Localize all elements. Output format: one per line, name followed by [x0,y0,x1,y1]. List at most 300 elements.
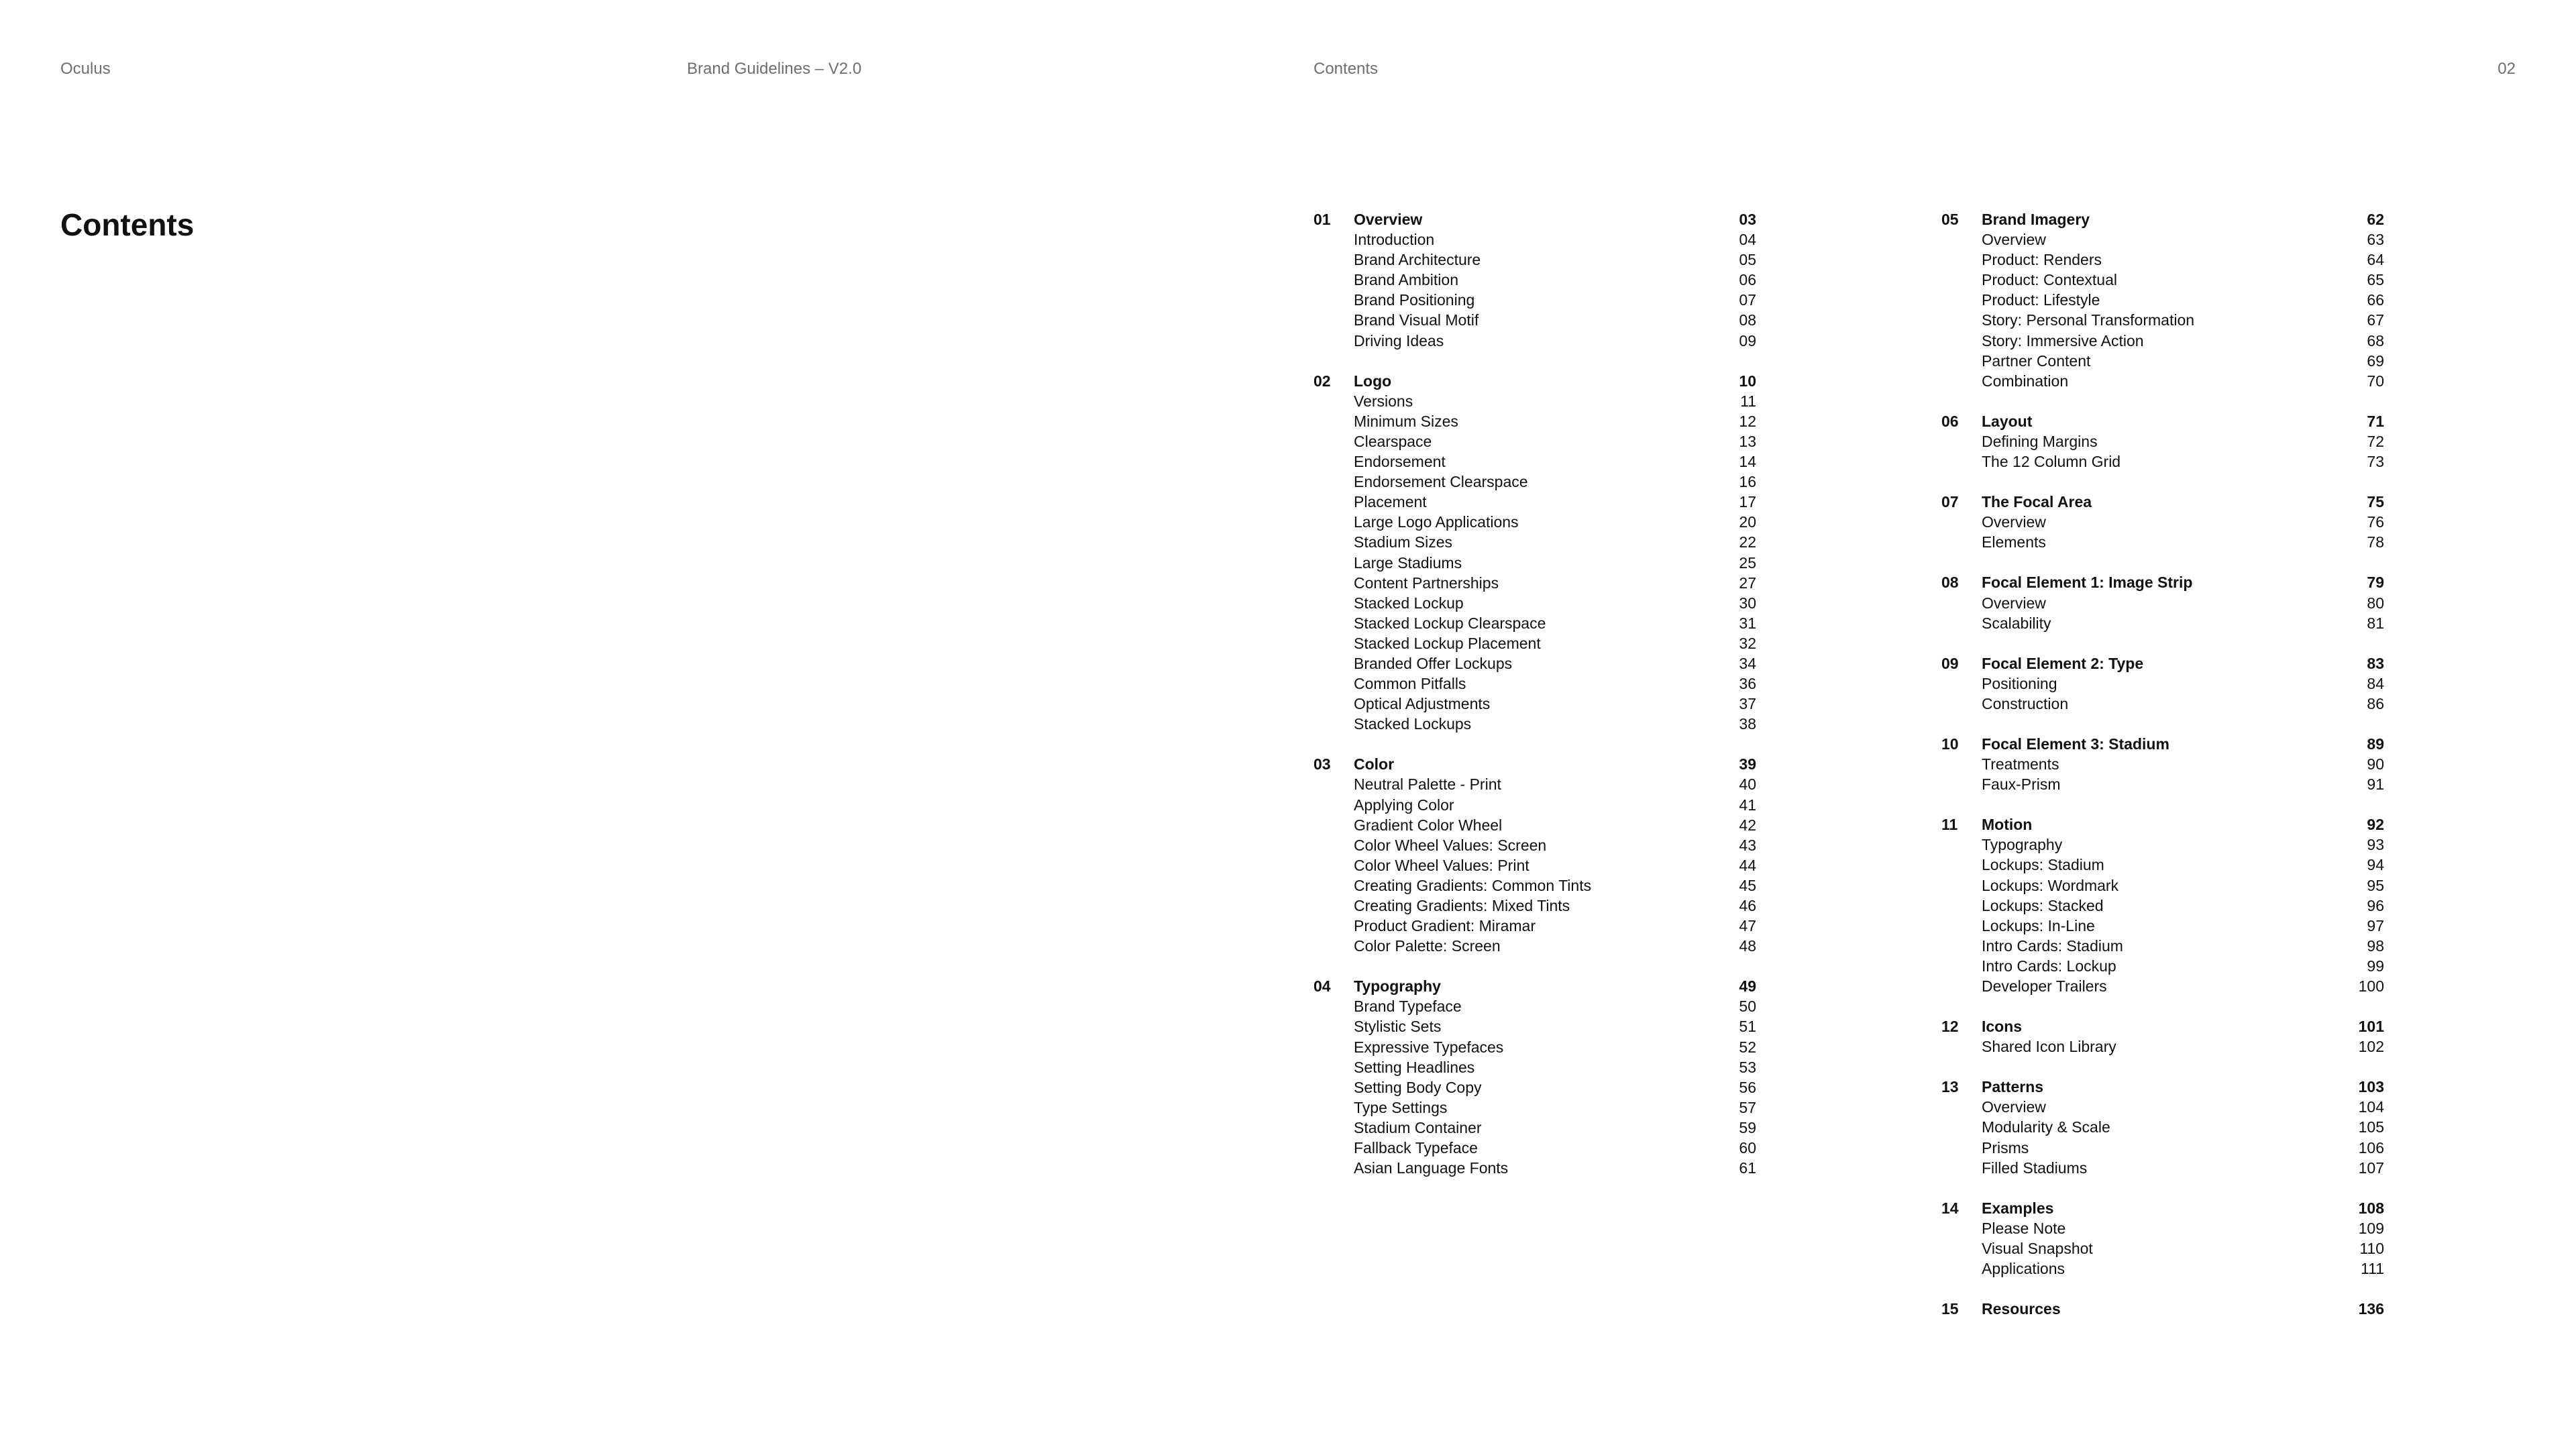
toc-section-heading[interactable] [1313,976,1756,996]
toc-entry[interactable] [1313,855,1756,875]
toc-column-right [1941,209,2384,1339]
toc-entry-page: 17 [1739,493,1756,511]
toc-entry-label: Color Wheel Values: Print [1354,856,1529,874]
toc-section-number: 03 [1313,755,1331,773]
toc-section-page: 83 [2367,654,2384,672]
toc-section-heading[interactable] [1941,411,2384,431]
toc-section-page: 10 [1739,372,1756,390]
toc-section-heading[interactable] [1313,209,1756,229]
toc-entry[interactable] [1941,371,2384,391]
toc-entry-label: Elements [1982,533,2046,551]
document-title: Brand Guidelines – V2.0 [687,60,862,78]
toc-entry-page: 73 [2367,453,2384,471]
toc-section-title: Focal Element 3: Stadium [1982,735,2169,753]
toc-entry-indent [1941,1138,1982,1158]
toc-entry-page: 64 [2367,251,2384,269]
toc-entry-indent [1313,411,1354,431]
toc-section-number: 10 [1941,735,1959,753]
toc-section-number: 13 [1941,1078,1959,1096]
toc-section-heading[interactable] [1941,814,2384,835]
toc-entry[interactable] [1313,532,1756,552]
toc-section-heading[interactable] [1941,1198,2384,1218]
toc-entry-page: 110 [2359,1239,2384,1257]
toc-entry-page: 34 [1739,654,1756,672]
toc-section-heading[interactable] [1941,1077,2384,1097]
toc-entry[interactable] [1313,714,1756,734]
toc-entry-page: 86 [2367,694,2384,712]
toc-entry-label: Applications [1982,1260,2065,1278]
toc-entry[interactable] [1313,431,1756,451]
toc-section-title: Logo [1354,372,1392,390]
toc-entry-page: 90 [2367,755,2384,773]
toc-entry[interactable] [1313,290,1756,310]
toc-entry-indent [1313,1037,1354,1057]
toc-section-title: Icons [1982,1018,2023,1036]
toc-section-heading[interactable] [1941,1299,2384,1319]
toc-entry-page: 84 [2367,674,2384,692]
toc-entry-page: 06 [1739,271,1756,289]
toc-section [1941,734,2384,794]
toc-entry-label: Minimum Sizes [1354,412,1458,430]
toc-entry[interactable] [1313,512,1756,532]
toc-entry-page: 41 [1739,796,1756,814]
toc-entry-label: Overview [1982,594,2046,612]
toc-entry-page: 66 [2367,291,2384,309]
toc-entry-indent [1941,1258,1982,1279]
toc-entry-indent [1941,1158,1982,1178]
toc-section-title: Overview [1354,211,1423,228]
toc-entry-label: Stacked Lockup Placement [1354,634,1541,652]
toc-entry-indent [1941,351,1982,371]
toc-entry-indent [1313,1138,1354,1158]
toc-entry-label: Neutral Palette - Print [1354,775,1501,794]
toc-entry[interactable] [1313,1016,1756,1036]
toc-entry[interactable] [1941,976,2384,996]
toc-entry-label: Stacked Lockup Clearspace [1354,614,1546,632]
toc-entry[interactable] [1941,613,2384,633]
toc-entry[interactable] [1941,875,2384,896]
toc-entry-indent [1313,1097,1354,1118]
toc-entry-indent [1941,229,1982,250]
toc-entry-label: Stadium Sizes [1354,533,1453,551]
toc-entry-label: Introduction [1354,231,1435,249]
toc-entry[interactable] [1313,815,1756,835]
toc-entry[interactable] [1313,1077,1756,1097]
toc-entry-label: Brand Ambition [1354,271,1458,289]
toc-entry-label: Clearspace [1354,432,1432,450]
toc-section-heading[interactable] [1941,653,2384,674]
toc-entry-page: 106 [2358,1138,2384,1157]
toc-entry[interactable] [1941,250,2384,270]
toc-entry[interactable] [1313,774,1756,794]
toc-entry-page: 16 [1739,473,1756,491]
toc-entry[interactable] [1941,451,2384,472]
toc-section-page: 49 [1739,977,1756,996]
toc-entry-indent [1941,290,1982,310]
toc-entry-label: Lockups: In-Line [1982,916,2095,934]
toc-entry[interactable] [1313,472,1756,492]
toc-section-page: 89 [2367,735,2384,753]
toc-entry-label: Product: Contextual [1982,271,2118,289]
toc-entry-label: Partner Content [1982,352,2091,370]
toc-entry[interactable] [1941,1158,2384,1178]
toc-entry[interactable] [1941,1097,2384,1117]
toc-entry-indent [1313,532,1354,552]
toc-entry[interactable] [1313,1118,1756,1138]
toc-entry-label: The 12 Column Grid [1982,453,2121,471]
toc-entry[interactable] [1313,593,1756,613]
toc-entry-indent [1941,331,1982,351]
toc-entry-indent [1313,1077,1354,1097]
toc-section-number: 08 [1941,574,1959,592]
toc-section-page: 39 [1739,755,1756,773]
toc-section [1941,1198,2384,1279]
toc-entry[interactable] [1313,653,1756,674]
brand-name: Oculus [60,60,111,78]
toc-entry[interactable] [1941,1117,2384,1137]
toc-entry[interactable] [1941,1138,2384,1158]
toc-entry-indent [1313,310,1354,330]
toc-entry[interactable] [1941,774,2384,794]
toc-entry[interactable] [1941,674,2384,694]
toc-entry[interactable] [1941,229,2384,250]
toc-entry[interactable] [1941,351,2384,371]
toc-entry-page: 59 [1739,1118,1756,1136]
toc-entry-page: 107 [2358,1159,2384,1177]
toc-entry[interactable] [1313,1158,1756,1178]
toc-entry[interactable] [1941,896,2384,916]
toc-entry-label: Product: Lifestyle [1982,291,2100,309]
toc-entry-page: 96 [2367,896,2384,914]
toc-entry-label: Endorsement Clearspace [1354,473,1528,491]
toc-entry-indent [1941,754,1982,774]
toc-entry-indent [1941,855,1982,875]
toc-entry-indent [1313,674,1354,694]
toc-entry[interactable] [1941,855,2384,875]
toc-entry-label: Defining Margins [1982,432,2098,450]
toc-section-heading[interactable] [1313,754,1756,774]
toc-entry-label: Asian Language Fonts [1354,1159,1509,1177]
toc-section-title: Motion [1982,816,2033,834]
toc-entry-indent [1941,1218,1982,1238]
toc-entry[interactable] [1313,875,1756,896]
toc-entry-label: Story: Immersive Action [1982,331,2144,350]
toc-entry-label: Creating Gradients: Common Tints [1354,876,1592,894]
toc-section-page: 71 [2367,412,2384,430]
toc-entry[interactable] [1313,451,1756,472]
toc-entry[interactable] [1941,1258,2384,1279]
toc-section-page: 92 [2367,816,2384,834]
toc-entry[interactable] [1313,916,1756,936]
toc-entry-label: Product: Renders [1982,251,2102,269]
toc-section-heading[interactable] [1941,572,2384,592]
toc-entry-page: 08 [1739,311,1756,329]
toc-section-title: The Focal Area [1982,493,2092,511]
toc-entry[interactable] [1313,795,1756,815]
toc-entry-page: 11 [1740,392,1756,410]
toc-entry-indent [1941,1036,1982,1057]
toc-entry-indent [1313,774,1354,794]
toc-entry-label: Modularity & Scale [1982,1118,2110,1136]
toc-entry[interactable] [1941,1238,2384,1258]
toc-entry-label: Combination [1982,372,2069,390]
toc-entry-page: 51 [1739,1018,1756,1036]
toc-entry-indent [1941,674,1982,694]
toc-entry-indent [1941,1097,1982,1117]
toc-entry[interactable] [1941,331,2384,351]
toc-entry-indent [1313,936,1354,956]
toc-entry-label: Visual Snapshot [1982,1239,2093,1257]
toc-entry[interactable] [1941,754,2384,774]
toc-entry-indent [1941,774,1982,794]
toc-section-heading[interactable] [1313,371,1756,391]
toc-entry[interactable] [1313,674,1756,694]
toc-entry-indent [1313,229,1354,250]
toc-entry-page: 91 [2367,775,2384,794]
toc-entry-indent [1941,431,1982,451]
toc-entry-page: 97 [2367,916,2384,934]
toc-entry[interactable] [1941,1036,2384,1057]
toc-entry-label: Product Gradient: Miramar [1354,917,1536,935]
toc-section-heading[interactable] [1941,209,2384,229]
toc-entry[interactable] [1313,896,1756,916]
toc-entry-page: 12 [1739,412,1756,430]
toc-entry[interactable] [1313,391,1756,411]
toc-entry[interactable] [1941,593,2384,613]
toc-section-number: 06 [1941,412,1959,430]
toc-section-title: Examples [1982,1199,2054,1217]
toc-entry-indent [1313,250,1354,270]
toc-section-page: 79 [2367,574,2384,592]
toc-entry-indent [1941,896,1982,916]
toc-section-number: 01 [1313,211,1331,228]
toc-entry-indent [1313,391,1354,411]
toc-entry[interactable] [1313,310,1756,330]
toc-entry[interactable] [1313,229,1756,250]
toc-entry-page: 57 [1739,1098,1756,1116]
toc-entry-label: Gradient Color Wheel [1354,816,1503,834]
toc-entry-indent [1941,1117,1982,1137]
toc-section [1313,976,1756,1178]
toc-entry-indent [1313,916,1354,936]
toc-entry-page: 67 [2367,311,2384,329]
toc-entry-page: 43 [1739,836,1756,854]
toc-entry-page: 37 [1739,695,1756,713]
toc-entry[interactable] [1313,573,1756,593]
toc-entry-page: 07 [1739,291,1756,309]
toc-entry-label: Developer Trailers [1982,977,2107,995]
toc-entry[interactable] [1941,431,2384,451]
toc-entry-label: Common Pitfalls [1354,675,1466,693]
toc-entry[interactable] [1313,331,1756,351]
toc-entry-indent [1313,492,1354,512]
toc-entry-page: 81 [2367,614,2384,632]
toc-entry-indent [1941,936,1982,956]
toc-entry-indent [1941,1238,1982,1258]
toc-section-page: 108 [2358,1199,2384,1217]
toc-section [1941,411,2384,472]
toc-entry-label: Versions [1354,392,1413,410]
toc-entry-indent [1313,431,1354,451]
toc-entry-label: Faux-Prism [1982,775,2061,794]
toc-entry[interactable] [1941,290,2384,310]
toc-entry[interactable] [1313,1097,1756,1118]
toc-entry-page: 46 [1739,897,1756,914]
toc-entry[interactable] [1313,633,1756,653]
toc-entry-indent [1313,472,1354,492]
toc-section-title: Layout [1982,412,2033,430]
toc-section-number: 07 [1941,493,1959,511]
toc-entry[interactable] [1313,1037,1756,1057]
toc-section [1313,371,1756,735]
toc-section [1941,572,2384,633]
toc-entry-label: Brand Positioning [1354,291,1475,309]
toc-section-title: Typography [1354,977,1441,996]
toc-entry-label: Filled Stadiums [1982,1159,2088,1177]
toc-entry-page: 30 [1739,594,1756,612]
toc-entry-page: 98 [2367,936,2384,955]
toc-entry[interactable] [1313,492,1756,512]
toc-section [1941,814,2384,996]
toc-entry-indent [1313,593,1354,613]
toc-entry-page: 60 [1739,1139,1756,1157]
toc-entry-indent [1313,573,1354,593]
toc-section-page: 03 [1739,211,1756,228]
toc-entry-page: 45 [1739,876,1756,894]
toc-entry-page: 70 [2367,372,2384,390]
toc-entry[interactable] [1313,411,1756,431]
toc-entry-label: Setting Body Copy [1354,1078,1482,1096]
toc-entry-label: Stacked Lockup [1354,594,1464,612]
toc-section-number: 09 [1941,654,1959,672]
toc-entry-indent [1313,815,1354,835]
toc-entry-label: Brand Typeface [1354,998,1462,1016]
toc-entry[interactable] [1313,835,1756,855]
toc-entry[interactable] [1313,613,1756,633]
toc-entry-indent [1313,714,1354,734]
page-title: Contents [60,207,195,242]
toc-section [1941,1299,2384,1319]
toc-entry[interactable] [1313,250,1756,270]
toc-entry-label: Please Note [1982,1219,2066,1237]
toc-section-number: 02 [1313,372,1331,390]
toc-entry-indent [1941,613,1982,633]
toc-entry[interactable] [1941,936,2384,956]
toc-entry-label: Placement [1354,493,1427,511]
toc-entry-label: Driving Ideas [1354,331,1444,350]
toc-entry-page: 14 [1739,453,1756,471]
toc-entry[interactable] [1313,553,1756,573]
toc-entry-page: 76 [2367,513,2384,531]
toc-entry-page: 25 [1739,553,1756,572]
toc-entry-indent [1313,451,1354,472]
toc-entry[interactable] [1941,694,2384,714]
toc-entry-label: Color Wheel Values: Screen [1354,836,1547,854]
toc-entry-indent [1313,270,1354,290]
toc-entry-label: Brand Architecture [1354,251,1481,269]
toc-entry-page: 61 [1739,1159,1756,1177]
toc-entry-label: Shared Icon Library [1982,1038,2116,1056]
toc-entry-page: 63 [2367,231,2384,249]
toc-entry-indent [1313,694,1354,714]
toc-entry-label: Lockups: Stacked [1982,896,2104,914]
toc-entry-page: 95 [2367,876,2384,894]
toc-entry-label: Endorsement [1354,453,1446,471]
toc-entry[interactable] [1941,1218,2384,1238]
toc-entry[interactable] [1941,532,2384,552]
toc-column-left [1313,209,1756,1198]
toc-entry-page: 104 [2358,1098,2384,1116]
toc-entry-label: Large Logo Applications [1354,513,1519,531]
toc-entry-page: 102 [2358,1038,2384,1056]
toc-entry[interactable] [1941,270,2384,290]
toc-entry[interactable] [1313,270,1756,290]
toc-entry-label: Lockups: Stadium [1982,856,2104,874]
toc-entry-page: 56 [1739,1078,1756,1096]
toc-entry-indent [1313,290,1354,310]
toc-entry[interactable] [1313,694,1756,714]
toc-entry-indent [1313,633,1354,653]
toc-entry-label: Scalability [1982,614,2051,632]
toc-entry-indent [1313,1158,1354,1178]
toc-entry-indent [1313,996,1354,1016]
toc-section [1941,653,2384,714]
toc-entry-label: Overview [1982,513,2046,531]
toc-entry-page: 44 [1739,856,1756,874]
toc-entry-label: Prisms [1982,1138,2029,1157]
toc-entry-page: 53 [1739,1058,1756,1076]
toc-section [1941,1016,2384,1057]
toc-section [1941,209,2384,391]
toc-entry-label: Applying Color [1354,796,1454,814]
toc-entry-page: 38 [1739,715,1756,733]
toc-entry-label: Setting Headlines [1354,1058,1475,1076]
toc-entry[interactable] [1313,1057,1756,1077]
toc-entry[interactable] [1941,512,2384,532]
toc-entry-indent [1313,896,1354,916]
toc-entry[interactable] [1313,1138,1756,1158]
toc-entry-indent [1313,1057,1354,1077]
toc-entry-page: 52 [1739,1038,1756,1056]
toc-section-heading[interactable] [1941,1016,2384,1036]
toc-entry-page: 13 [1739,432,1756,450]
toc-entry[interactable] [1941,310,2384,330]
toc-entry-indent [1941,835,1982,855]
toc-entry-indent [1941,916,1982,936]
toc-entry-page: 94 [2367,856,2384,874]
toc-entry-label: Stacked Lockups [1354,715,1472,733]
toc-entry-indent [1313,512,1354,532]
toc-section-title: Focal Element 2: Type [1982,654,2144,672]
toc-entry-indent [1313,1118,1354,1138]
toc-entry-page: 78 [2367,533,2384,551]
toc-entry-indent [1313,855,1354,875]
toc-entry[interactable] [1941,956,2384,976]
toc-entry[interactable] [1313,936,1756,956]
toc-entry-page: 50 [1739,998,1756,1016]
toc-entry-label: Large Stadiums [1354,553,1462,572]
toc-entry-page: 47 [1739,917,1756,935]
toc-entry-page: 80 [2367,594,2384,612]
toc-entry[interactable] [1313,996,1756,1016]
toc-section-heading[interactable] [1941,734,2384,754]
toc-entry-page: 31 [1739,614,1756,632]
section-name: Contents [1313,60,1379,78]
toc-entry-label: Positioning [1982,674,2057,692]
toc-section-heading[interactable] [1941,492,2384,512]
toc-entry[interactable] [1941,835,2384,855]
toc-entry[interactable] [1941,916,2384,936]
